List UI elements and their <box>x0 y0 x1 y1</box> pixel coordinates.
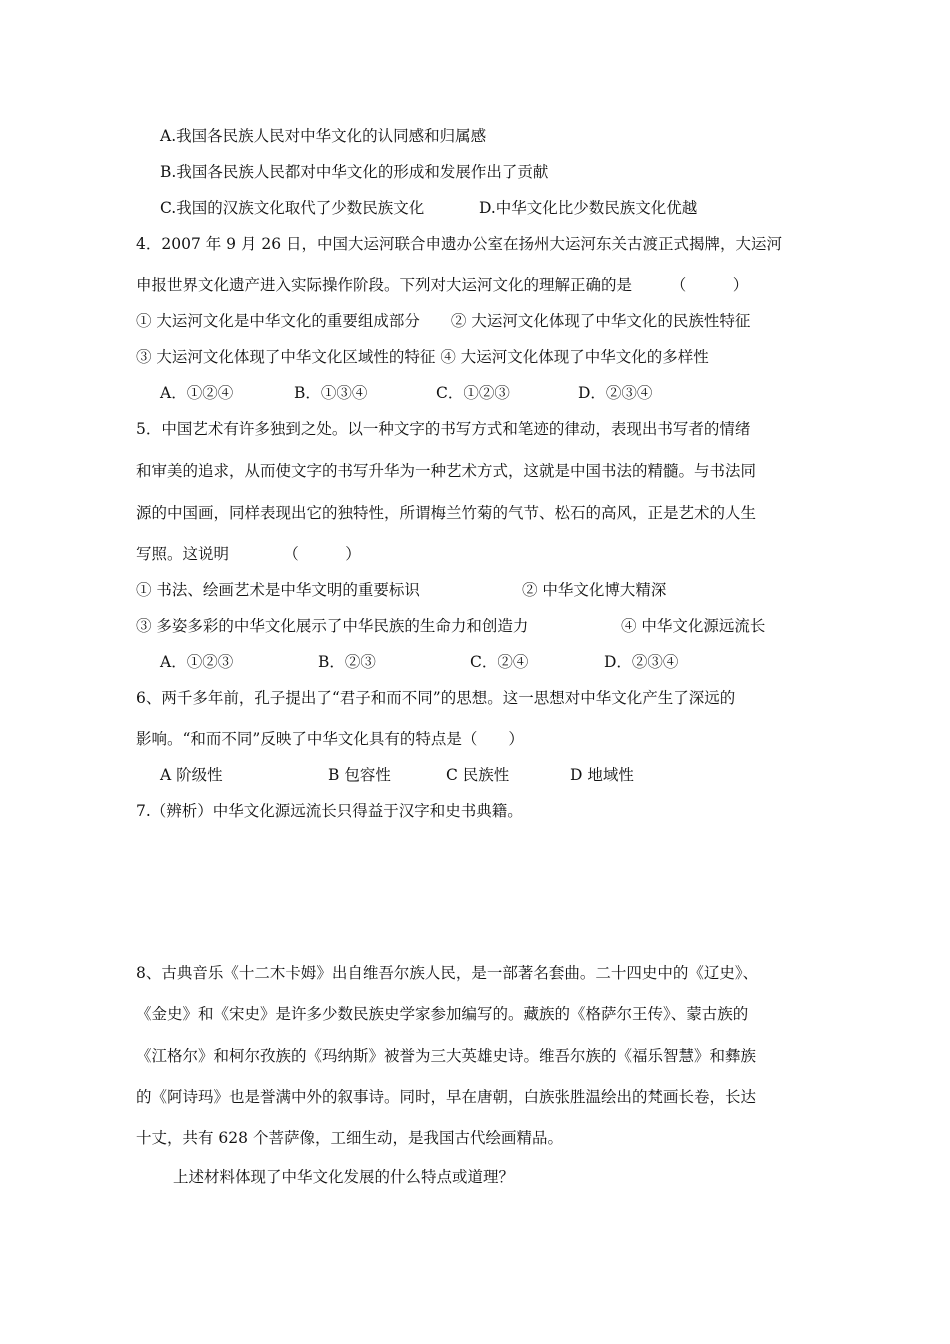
q3-option-c: C.我国的汉族文化取代了少数民族文化 <box>160 199 425 217</box>
q4-stem-line1: 4．2007 年 9 月 26 日，中国大运河联合申遗办公室在扬州大运河东关古渡正式揭牌，大运河 <box>136 235 783 253</box>
q8-material-line1: 8、古典音乐《十二木卡姆》出自维吾尔族人民，是一部著名套曲。二十四史中的《辽史》、 <box>136 964 759 982</box>
q8-material-line3: 《江格尔》和柯尔孜族的《玛纳斯》被誉为三大英雄史诗。维吾尔族的《福乐智慧》和彝族 <box>136 1047 757 1065</box>
q8-material-line4: 的《阿诗玛》也是誉满中外的叙事诗。同时，早在唐朝，白族张胜温绘出的梵画长卷，长达 <box>136 1088 757 1106</box>
q4-option-b: B．①③④ <box>294 384 368 402</box>
q5-item1: ① 书法、绘画艺术是中华文明的重要标识 <box>136 581 420 599</box>
q6-option-b: B 包容性 <box>328 766 391 784</box>
q3-option-b: B.我国各民族人民都对中华文化的形成和发展作出了贡献 <box>160 163 549 181</box>
q5-item4: ④ 中华文化源远流长 <box>621 617 766 635</box>
q5-option-b: B．②③ <box>318 653 376 671</box>
q7-stem: 7.（辨析）中华文化源远流长只得益于汉字和史书典籍。 <box>136 802 523 820</box>
q4-item-line1: ① 大运河文化是中华文化的重要组成部分 ② 大运河文化体现了中华文化的民族性特征 <box>136 312 751 330</box>
q8-material-line2: 《金史》和《宋史》是许多少数民族史学家参加编写的。藏族的《格萨尔王传》、蒙古族的 <box>136 1005 749 1023</box>
q5-stem-line2: 和审美的追求，从而使文字的书写升华为一种艺术方式，这就是中国书法的精髓。与书法同 <box>136 462 757 480</box>
q6-stem-line1: 6、两千多年前，孔子提出了“君子和而不同”的思想。这一思想对中华文化产生了深远的 <box>136 689 736 707</box>
q4-option-d: D．②③④ <box>578 384 653 402</box>
q4-option-c: C．①②③ <box>436 384 510 402</box>
q5-stem-line4: 写照。这说明 （ ） <box>136 545 361 563</box>
q5-item2: ② 中华文化博大精深 <box>522 581 667 599</box>
q6-option-c: C 民族性 <box>446 766 510 784</box>
q6-stem-line2: 影响。“和而不同”反映了中华文化具有的特点是（ ） <box>136 730 524 748</box>
q4-option-a: A．①②④ <box>160 384 234 402</box>
q8-question: 上述材料体现了中华文化发展的什么特点或道理？ <box>173 1168 515 1186</box>
q5-option-a: A．①②③ <box>160 653 234 671</box>
q5-option-c: C．②④ <box>470 653 529 671</box>
q4-stem-line2: 申报世界文化遗产进入实际操作阶段。下列对大运河文化的理解正确的是 （ ） <box>136 276 749 294</box>
q8-material-line5: 十丈，共有 628 个菩萨像，工细生动，是我国古代绘画精品。 <box>136 1129 563 1147</box>
q6-option-a: A 阶级性 <box>160 766 223 784</box>
q4-item-line2: ③ 大运河文化体现了中华文化区域性的特征 ④ 大运河文化体现了中华文化的多样性 <box>136 348 709 366</box>
q5-option-d: D．②③④ <box>604 653 679 671</box>
q6-option-d: D 地域性 <box>570 766 634 784</box>
q5-stem-line3: 源的中国画，同样表现出它的独特性，所谓梅兰竹菊的气节、松石的高风，正是艺术的人生 <box>136 504 757 522</box>
q5-item3: ③ 多姿多彩的中华文化展示了中华民族的生命力和创造力 <box>136 617 529 635</box>
q5-stem-line1: 5．中国艺术有许多独到之处。以一种文字的书写方式和笔迹的律动，表现出书写者的情绪 <box>136 420 751 438</box>
q3-option-d: D.中华文化比少数民族文化优越 <box>479 199 698 217</box>
q3-option-a: A.我国各民族人民对中华文化的认同感和归属感 <box>160 127 487 145</box>
